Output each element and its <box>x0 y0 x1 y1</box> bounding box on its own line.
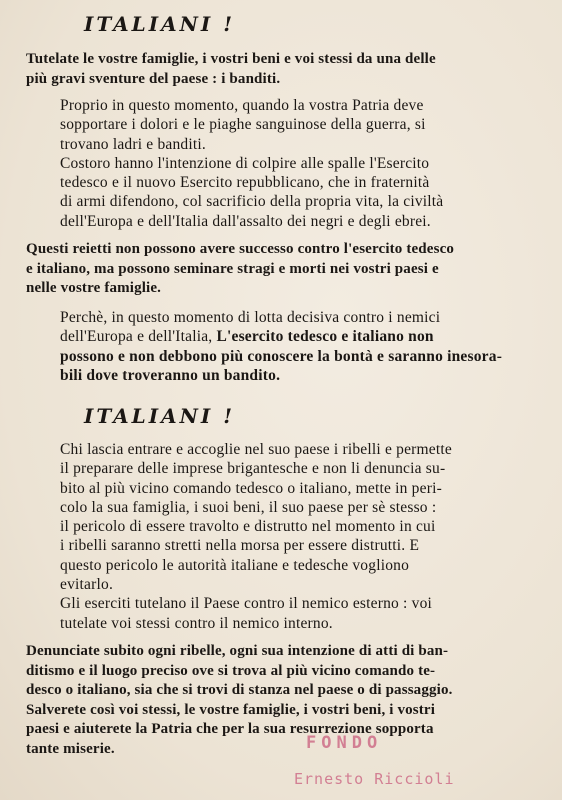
paragraph-line: questo pericolo le autorità italiane e tedesche vogliono <box>60 556 410 574</box>
paragraph-denunciate <box>26 642 453 759</box>
paragraph-emphasis: L'esercito tedesco e italiano non <box>216 328 434 346</box>
paragraph-line: colo la sua famiglia, i suoi beni, il suo paese per sè stesso : <box>60 498 437 516</box>
paragraph-line: bito al più vicino comando tedesco o italiano, mette in peri- <box>60 479 442 497</box>
paragraph-line: Chi lascia entrare e accoglie nel suo paese i ribelli e permette <box>60 441 452 458</box>
paragraph-line: di armi difendono, col sacrificio della propria vita, la civiltà <box>60 193 444 211</box>
paragraph-line: Questi reietti non possono avere successo contro l'esercito tedesco <box>26 241 455 257</box>
paragraph-line: sopportare i dolori e le piaghe sanguinose della guerra, si <box>60 116 426 134</box>
paragraph-line <box>60 327 502 346</box>
paragraph-line: Perchè, in questo momento di lotta decisiva contro i nemici <box>60 309 441 326</box>
archive-stamp-name: Ernesto Riccioli <box>294 770 455 788</box>
heading-italiani-2: ITALIANI ! <box>84 404 235 428</box>
intro-line: Tutelate le vostre famiglie, i vostri beni e voi stessi da una delle <box>26 51 436 67</box>
paragraph-patria <box>60 96 443 231</box>
paragraph-line: Proprio in questo momento, quando la vostra Patria deve <box>60 97 424 114</box>
paragraph-line: ditismo e il luogo preciso ove si trova al più vicino comando te- <box>26 662 436 679</box>
paragraph-line: desco o italiano, sia che si trovi di stanza nel paese o di passaggio. <box>26 682 453 698</box>
paragraph-chi-lascia <box>60 440 452 633</box>
paragraph-line: tedesco e il nuovo Esercito repubblicano, che in fraternità <box>60 174 430 192</box>
paragraph-line: tutelate voi stessi contro il nemico interno. <box>60 614 333 632</box>
paragraph-line: nelle vostre famiglie. <box>26 280 162 296</box>
paragraph-line: possono e non debbono più conoscere la bontà e saranno inesora- <box>60 347 503 365</box>
paragraph-line: trovano ladri e banditi. <box>60 135 206 153</box>
archive-stamp-fondo: FONDO <box>306 733 383 753</box>
paragraph-line: bili dove troveranno un bandito. <box>60 366 281 384</box>
paragraph-line: e italiano, ma possono seminare stragi e morti nei vostri paesi e <box>26 260 439 277</box>
paragraph-line: tante miserie. <box>26 740 115 757</box>
paragraph-line: il pericolo di essere travolto e distrutto nel momento in cui <box>60 518 436 536</box>
paragraph-line: i ribelli saranno stretti nella morsa per essere distrutti. E <box>60 537 420 555</box>
paragraph-line: Denunciate subito ogni ribelle, ogni sua intenzione di atti di ban- <box>26 643 449 659</box>
paragraph-line: dell'Europa e dell'Italia dall'assalto dei negri e degli ebrei. <box>60 212 431 230</box>
paragraph-line: Salverete così voi stessi, le vostre famiglie, i vostri beni, i vostri <box>26 701 436 718</box>
paragraph-line: Gli eserciti tutelano il Paese contro il nemico esterno : voi <box>60 595 433 613</box>
paragraph-line: il preparare delle imprese brigantesche e non li denuncia su- <box>60 460 446 478</box>
paragraph-perche <box>60 308 502 385</box>
paragraph-line: paesi e aiuterete la Patria che per la sua resurrezione sopporta <box>26 721 434 737</box>
heading-italiani-1: ITALIANI ! <box>84 12 235 36</box>
paragraph-line: Costoro hanno l'intenzione di colpire alle spalle l'Esercito <box>60 154 430 172</box>
paragraph-reietti <box>26 240 454 299</box>
paragraph-text: dell'Europa e dell'Italia, <box>60 328 217 346</box>
paragraph-line: evitarlo. <box>60 576 114 594</box>
intro-paragraph <box>26 50 436 89</box>
intro-line: più gravi sventure del paese : i banditi. <box>26 70 281 87</box>
